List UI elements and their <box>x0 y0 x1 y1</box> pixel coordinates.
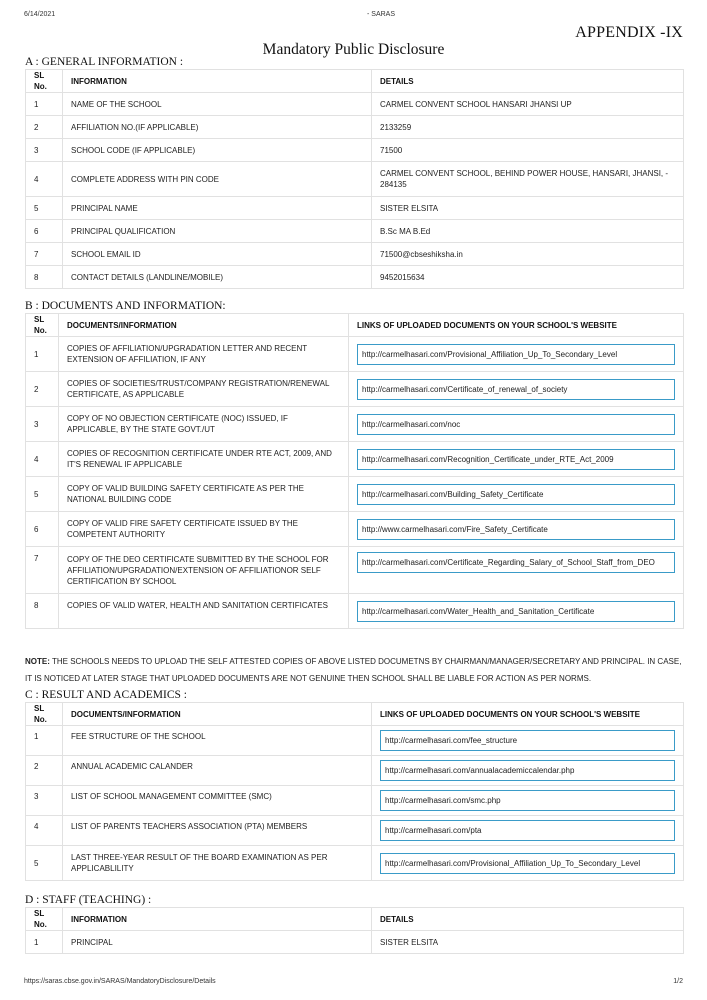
row-document: COPIES OF AFFILIATION/UPGRADATION LETTER AND RECENT EXTENSION OF AFFILIATION, IF ANY <box>59 337 349 372</box>
row-number: 6 <box>26 220 63 243</box>
table-row <box>26 512 684 547</box>
row-number: 1 <box>26 931 63 954</box>
document-link[interactable]: http://carmelhasari.com/pta <box>380 820 675 841</box>
document-link[interactable]: http://carmelhasari.com/annualacademiccalendar.php <box>380 760 675 781</box>
documents-table <box>25 313 684 629</box>
table-row <box>26 547 684 594</box>
document-link[interactable]: http://carmelhasari.com/smc.php <box>380 790 675 811</box>
table-row <box>26 337 684 372</box>
document-link[interactable]: http://carmelhasari.com/Building_Safety_Certificate <box>357 484 675 505</box>
row-link-cell <box>349 594 684 629</box>
table-row <box>26 442 684 477</box>
row-details: 71500@cbseshiksha.in <box>372 243 684 266</box>
print-site-name: - SARAS <box>367 11 396 18</box>
table-row <box>26 243 684 266</box>
row-information: AFFILIATION NO.(IF APPLICABLE) <box>63 116 372 139</box>
column-header: INFORMATION <box>63 70 372 93</box>
row-details: SISTER ELSITA <box>372 197 684 220</box>
page-title: Mandatory Public Disclosure <box>262 41 445 58</box>
section-documents-and-information <box>25 300 683 629</box>
row-document: LIST OF SCHOOL MANAGEMENT COMMITTEE (SMC) <box>63 786 372 816</box>
section-staff-teaching <box>25 894 683 954</box>
row-link-cell <box>372 786 684 816</box>
row-number: 3 <box>26 786 63 816</box>
table-header-row <box>26 314 684 337</box>
appendix-label: APPENDIX -IX <box>575 24 683 41</box>
row-number: 2 <box>26 756 63 786</box>
row-link-cell <box>349 547 684 594</box>
document-link[interactable]: http://carmelhasari.com/Certificate_Regarding_Salary_of_School_Staff_from_DEO <box>357 552 675 573</box>
row-number: 3 <box>26 139 63 162</box>
table-row <box>26 477 684 512</box>
row-number: 4 <box>26 816 63 846</box>
table-row <box>26 407 684 442</box>
note-label: NOTE: <box>25 657 50 666</box>
row-number: 7 <box>26 243 63 266</box>
row-details: CARMEL CONVENT SCHOOL, BEHIND POWER HOUSE, HANSARI, JHANSI, - 284135 <box>372 162 684 197</box>
table-row <box>26 816 684 846</box>
table-row <box>26 931 684 954</box>
row-number: 5 <box>26 846 63 881</box>
page-number: 1/2 <box>673 978 683 985</box>
row-document: COPIES OF VALID WATER, HEALTH AND SANITATION CERTIFICATES <box>59 594 349 629</box>
row-link-cell <box>349 477 684 512</box>
row-number: 4 <box>26 442 59 477</box>
column-header: LINKS OF UPLOADED DOCUMENTS ON YOUR SCHOOL'S WEBSITE <box>372 703 684 726</box>
row-document: COPY OF THE DEO CERTIFICATE SUBMITTED BY THE SCHOOL FOR AFFILIATION/UPGRADATION/EXTENSION OF AFFILIATIONOR SELF CERTIFICATION BY SCHOOL <box>59 547 349 594</box>
table-row <box>26 162 684 197</box>
row-information: SCHOOL CODE (IF APPLICABLE) <box>63 139 372 162</box>
row-number: 1 <box>26 93 63 116</box>
table-row <box>26 726 684 756</box>
section-title: D : STAFF (TEACHING) : <box>25 894 152 906</box>
row-number: 2 <box>26 116 63 139</box>
row-link-cell <box>372 846 684 881</box>
document-link[interactable]: http://carmelhasari.com/Provisional_Affiliation_Up_To_Secondary_Level <box>357 344 675 365</box>
column-header: SL No. <box>26 908 63 931</box>
row-number: 7 <box>26 547 59 594</box>
section-title: C : RESULT AND ACADEMICS : <box>25 689 187 701</box>
row-link-cell <box>372 726 684 756</box>
document-link[interactable]: http://carmelhasari.com/Water_Health_and_Sanitation_Certificate <box>357 601 675 622</box>
row-details: CARMEL CONVENT SCHOOL HANSARI JHANSI UP <box>372 93 684 116</box>
general-information-table <box>25 69 684 289</box>
row-details: 2133259 <box>372 116 684 139</box>
document-link[interactable]: http://carmelhasari.com/noc <box>357 414 675 435</box>
row-document: COPY OF NO OBJECTION CERTIFICATE (NOC) ISSUED, IF APPLICABLE, BY THE STATE GOVT./UT <box>59 407 349 442</box>
row-link-cell <box>372 756 684 786</box>
row-document: LIST OF PARENTS TEACHERS ASSOCIATION (PTA) MEMBERS <box>63 816 372 846</box>
section-title: A : GENERAL INFORMATION : <box>25 56 184 68</box>
row-number: 5 <box>26 477 59 512</box>
print-url: https://saras.cbse.gov.in/SARAS/MandatoryDisclosure/Details <box>24 978 216 985</box>
row-details: B.Sc MA B.Ed <box>372 220 684 243</box>
row-information: PRINCIPAL QUALIFICATION <box>63 220 372 243</box>
row-document: LAST THREE-YEAR RESULT OF THE BOARD EXAMINATION AS PER APPLICABLILITY <box>63 846 372 881</box>
table-row <box>26 197 684 220</box>
column-header: DOCUMENTS/INFORMATION <box>59 314 349 337</box>
note-text: THE SCHOOLS NEEDS TO UPLOAD THE SELF ATTESTED COPIES OF ABOVE LISTED DOCUMETNS BY CHAIRMAN/MANAGER/SECRETARY AND PRINCIPAL. IN CASE, IT IS NOTICED AT LATER STAGE THAT UPLOADED DOCUMENTS ARE NOT GENUINE THEN SCHOOL SHALL BE LIABLE FOR ACTION AS PER NORMS. <box>25 657 682 683</box>
row-number: 4 <box>26 162 63 197</box>
row-information: PRINCIPAL <box>63 931 372 954</box>
row-number: 1 <box>26 726 63 756</box>
row-document: ANNUAL ACADEMIC CALANDER <box>63 756 372 786</box>
row-information: CONTACT DETAILS (LANDLINE/MOBILE) <box>63 266 372 289</box>
row-information: SCHOOL EMAIL ID <box>63 243 372 266</box>
document-link[interactable]: http://www.carmelhasari.com/Fire_Safety_Certificate <box>357 519 675 540</box>
row-information: NAME OF THE SCHOOL <box>63 93 372 116</box>
row-link-cell <box>372 816 684 846</box>
row-number: 1 <box>26 337 59 372</box>
column-header: DETAILS <box>372 70 684 93</box>
disclosure-note <box>25 654 683 687</box>
column-header: SL No. <box>26 314 59 337</box>
row-link-cell <box>349 407 684 442</box>
row-document: COPIES OF RECOGNITION CERTIFICATE UNDER RTE ACT, 2009, AND IT'S RENEWAL IF APPLICABLE <box>59 442 349 477</box>
column-header: DETAILS <box>372 908 684 931</box>
row-document: COPY OF VALID BUILDING SAFETY CERTIFICATE AS PER THE NATIONAL BUILDING CODE <box>59 477 349 512</box>
row-number: 8 <box>26 266 63 289</box>
document-link[interactable]: http://carmelhasari.com/fee_structure <box>380 730 675 751</box>
row-number: 2 <box>26 372 59 407</box>
document-link[interactable]: http://carmelhasari.com/Certificate_of_renewal_of_society <box>357 379 675 400</box>
column-header: SL No. <box>26 703 63 726</box>
table-row <box>26 756 684 786</box>
row-details: 9452015634 <box>372 266 684 289</box>
row-information: PRINCIPAL NAME <box>63 197 372 220</box>
row-details: 71500 <box>372 139 684 162</box>
row-document: FEE STRUCTURE OF THE SCHOOL <box>63 726 372 756</box>
column-header: SL No. <box>26 70 63 93</box>
section-title: B : DOCUMENTS AND INFORMATION: <box>25 300 226 312</box>
table-row <box>26 139 684 162</box>
table-row <box>26 116 684 139</box>
table-row <box>26 93 684 116</box>
row-number: 3 <box>26 407 59 442</box>
row-details: SISTER ELSITA <box>372 931 684 954</box>
section-general-information <box>25 56 683 289</box>
row-document: COPIES OF SOCIETIES/TRUST/COMPANY REGISTRATION/RENEWAL CERTIFICATE, AS APPLICABLE <box>59 372 349 407</box>
row-information: COMPLETE ADDRESS WITH PIN CODE <box>63 162 372 197</box>
row-number: 8 <box>26 594 59 629</box>
row-document: COPY OF VALID FIRE SAFETY CERTIFICATE ISSUED BY THE COMPETENT AUTHORITY <box>59 512 349 547</box>
table-header-row <box>26 703 684 726</box>
table-row <box>26 786 684 816</box>
table-row <box>26 846 684 881</box>
row-link-cell <box>349 512 684 547</box>
section-result-and-academics <box>25 689 683 881</box>
row-link-cell <box>349 442 684 477</box>
column-header: DOCUMENTS/INFORMATION <box>63 703 372 726</box>
table-row <box>26 594 684 629</box>
print-date: 6/14/2021 <box>24 11 56 18</box>
document-link[interactable]: http://carmelhasari.com/Recognition_Certificate_under_RTE_Act_2009 <box>357 449 675 470</box>
document-link[interactable]: http://carmelhasari.com/Provisional_Affiliation_Up_To_Secondary_Level <box>380 853 675 874</box>
column-header: LINKS OF UPLOADED DOCUMENTS ON YOUR SCHOOL'S WEBSITE <box>349 314 684 337</box>
column-header: INFORMATION <box>63 908 372 931</box>
row-number: 5 <box>26 197 63 220</box>
table-header-row <box>26 70 684 93</box>
table-row <box>26 220 684 243</box>
table-row <box>26 372 684 407</box>
academics-table <box>25 702 684 881</box>
table-row <box>26 266 684 289</box>
row-link-cell <box>349 372 684 407</box>
row-link-cell <box>349 337 684 372</box>
row-number: 6 <box>26 512 59 547</box>
table-header-row <box>26 908 684 931</box>
staff-table <box>25 907 684 954</box>
